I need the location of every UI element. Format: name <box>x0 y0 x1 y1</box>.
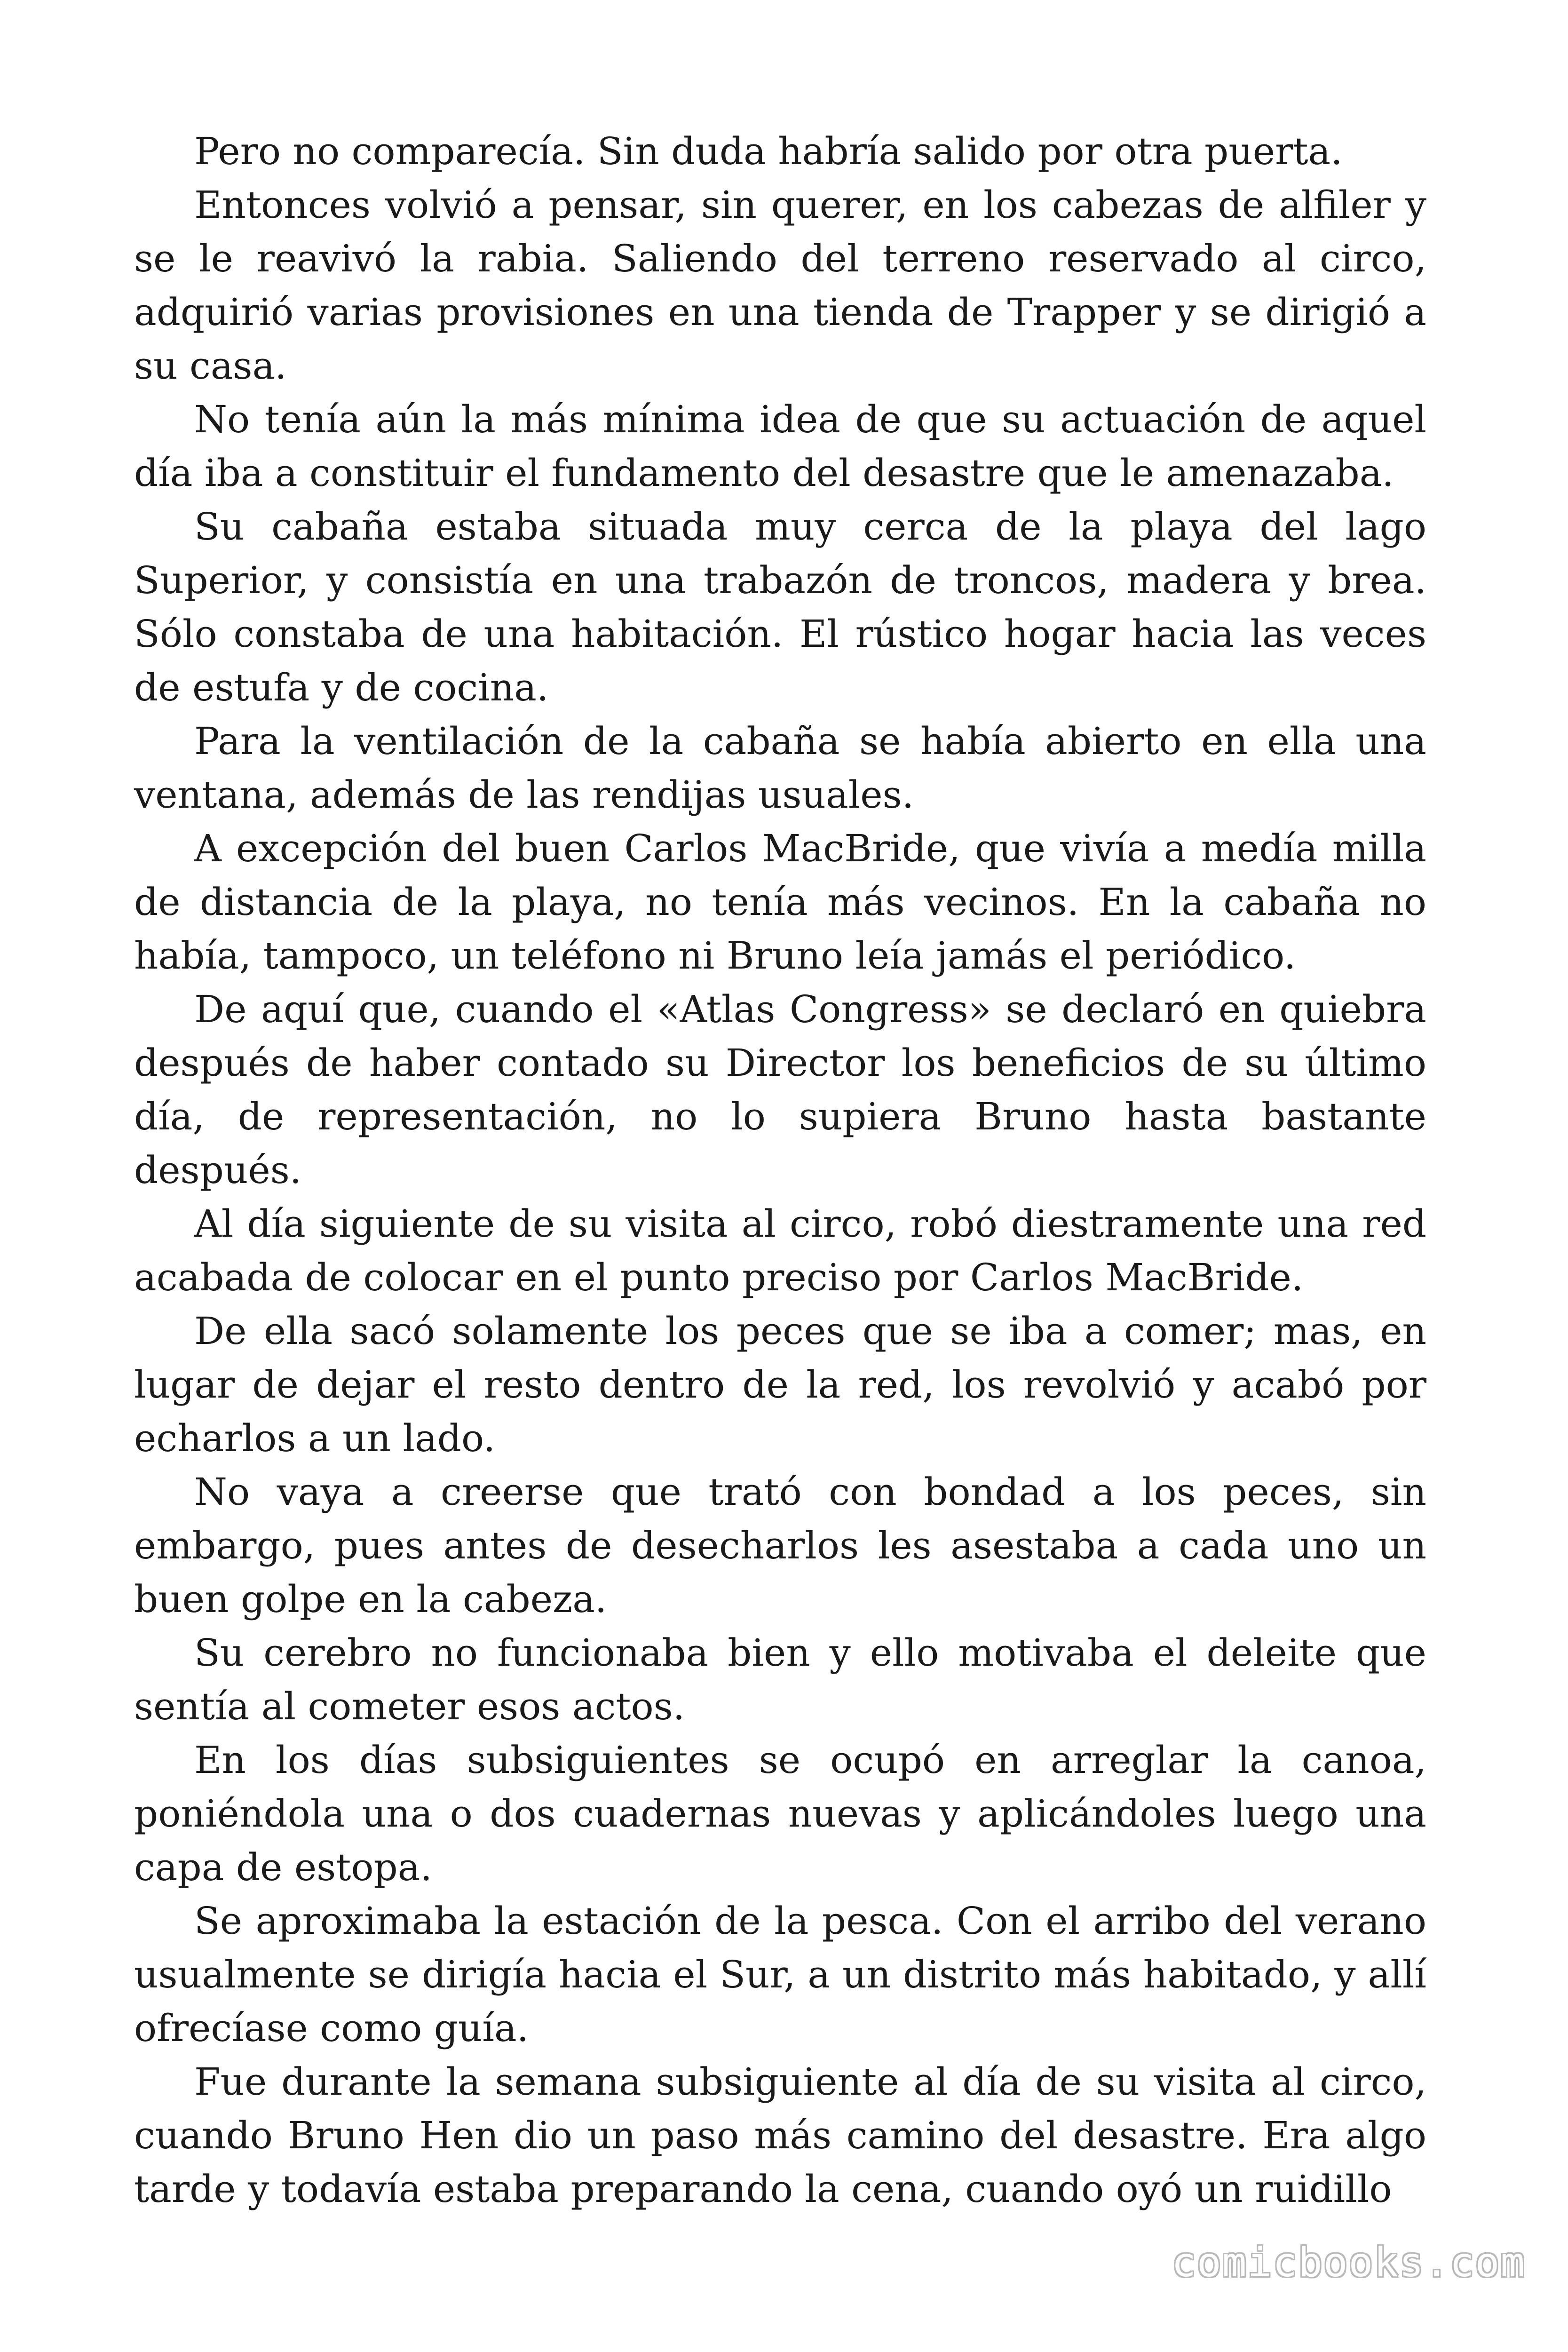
paragraph: No tenía aún la más mínima idea de que su actuación de aquel día iba a constituir el fundamento del desastre que le amenazaba. <box>134 397 1426 495</box>
paragraph: No vaya a creerse que trató con bondad a los peces, sin embargo, pues antes de desecharlos les asestaba a cada uno un buen golpe en la cabeza. <box>134 1470 1426 1621</box>
paragraph: Fue durante la semana subsiguiente al día de su visita al circo, cuando Bruno Hen dio un paso más camino del desastre. Era algo tarde y todavía estaba preparando la cena, cuando oyó un ruidillo <box>134 2060 1426 2211</box>
paragraph: Se aproximaba la estación de la pesca. Con el arribo del verano usualmente se dirigía hacia el Sur, a un distrito más habitado, y allí ofrecíase como guía. <box>134 1899 1426 2050</box>
paragraph: Entonces volvió a pensar, sin querer, en los cabezas de alfiler y se le reavivó la rabia. Saliendo del terreno reservado al circo, adquirió varias provisiones en una tienda de Trapper y se dirigió a su casa. <box>134 183 1426 388</box>
paragraph: Su cabaña estaba situada muy cerca de la playa del lago Superior, y consistía en una trabazón de troncos, madera y brea. Sólo constaba de una habitación. El rústico hogar hacia las veces de estufa y de cocina. <box>134 505 1426 709</box>
paragraph: Pero no comparecía. Sin duda habría salido por otra puerta. <box>194 129 1343 173</box>
paragraph: A excepción del buen Carlos MacBride, que vivía a medía milla de distancia de la playa, no tenía más vecinos. En la cabaña no había, tampoco, un teléfono ni Bruno leía jamás el periódico. <box>134 826 1426 977</box>
paragraph: Su cerebro no funcionaba bien y ello motivaba el deleite que sentía al cometer esos actos. <box>134 1631 1426 1728</box>
paragraph: Para la ventilación de la cabaña se había abierto en ella una ventana, además de las rendijas usuales. <box>134 719 1426 817</box>
paragraph: Al día siguiente de su visita al circo, robó diestramente una red acabada de colocar en el punto preciso por Carlos MacBride. <box>134 1202 1426 1299</box>
paragraph: De aquí que, cuando el «Atlas Congress» se declaró en quiebra después de haber contado su Director los beneficios de su último día, de representación, no lo supiera Bruno hasta bastante después. <box>134 987 1426 1192</box>
watermark: comicbooks.com <box>1172 2239 1526 2286</box>
paragraph: En los días subsiguientes se ocupó en arreglar la canoa, poniéndola una o dos cuadernas nuevas y aplicándoles luego una capa de estopa. <box>134 1738 1426 1889</box>
paragraph: De ella sacó solamente los peces que se iba a comer; mas, en lugar de dejar el resto dentro de la red, los revolvió y acabó por echarlos a un lado. <box>134 1309 1426 1460</box>
body-text <box>134 125 1426 2216</box>
